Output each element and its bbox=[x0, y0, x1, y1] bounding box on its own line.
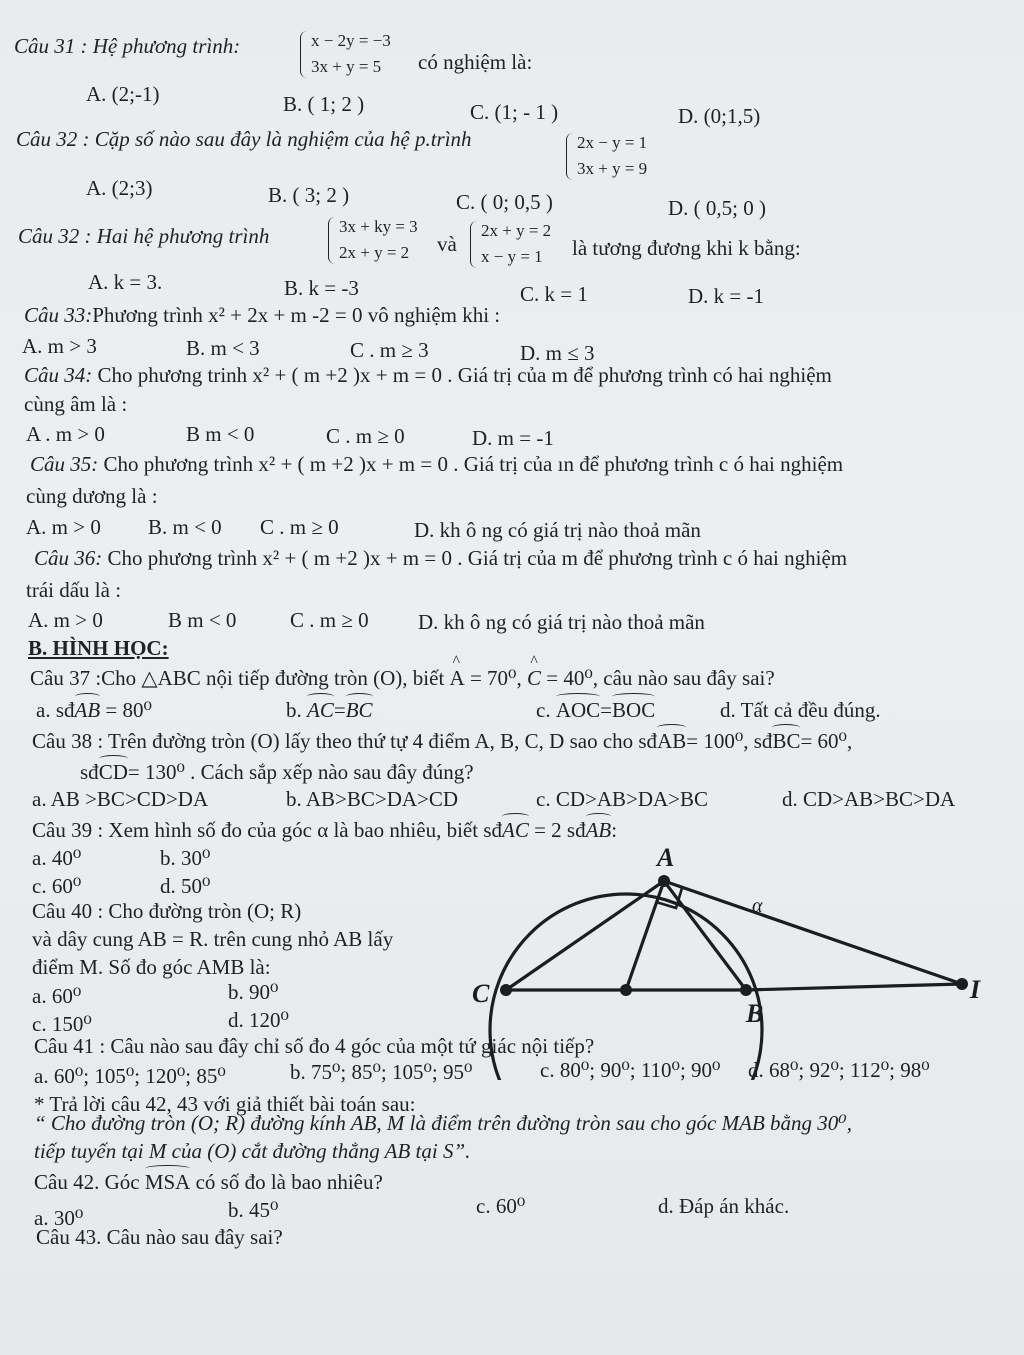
q40-option-c: c. 150⁰ bbox=[32, 1012, 92, 1036]
q37-b-arc2: BC bbox=[345, 698, 373, 722]
q40-option-a: a. 60⁰ bbox=[32, 984, 82, 1008]
q34-text-2: cùng âm là : bbox=[24, 392, 128, 416]
q37-c-eq: = bbox=[600, 698, 613, 722]
q36-option-d: D. kh ô ng có giá trị nào thoả mãn bbox=[418, 610, 705, 634]
q42-option-c: c. 60⁰ bbox=[476, 1194, 526, 1218]
q34-option-d: D. m = -1 bbox=[472, 426, 554, 450]
q41-option-d: d. 68⁰; 92⁰; 112⁰; 98⁰ bbox=[748, 1058, 930, 1082]
q31-tail: có nghiệm là: bbox=[418, 50, 533, 74]
q40-option-b: b. 90⁰ bbox=[228, 980, 279, 1004]
q32b-s2eq2: x − y = 1 bbox=[481, 247, 543, 267]
q34-option-c: C . m ≥ 0 bbox=[326, 424, 405, 448]
q37-tail: , câu nào sau đây sai? bbox=[592, 666, 775, 690]
q36-number: Câu 36: bbox=[34, 546, 103, 570]
q37-a-post: = 80⁰ bbox=[105, 698, 152, 722]
figure-height-line bbox=[626, 881, 664, 990]
q38-arc1: AB bbox=[657, 729, 687, 753]
q32b-option-d: D. k = -1 bbox=[688, 284, 765, 308]
q37-val-a: = 70⁰, bbox=[469, 666, 522, 690]
q37-pre: Câu 37 :Cho △ABC nội tiếp đường tròn (O), biết bbox=[30, 666, 445, 690]
premise-line-1: “ Cho đường tròn (O; R) đường kính AB, M là điểm trên đường tròn sau cho góc MAB bằng 30⁰, bbox=[34, 1111, 852, 1135]
q41-option-c: c. 80⁰; 90⁰; 110⁰; 90⁰ bbox=[540, 1058, 721, 1082]
q40-line-3: điểm M. Số đo góc AMB là: bbox=[32, 955, 271, 979]
q37-c-arc2: BOC bbox=[612, 698, 656, 722]
q32a-option-c: C. ( 0; 0,5 ) bbox=[456, 190, 553, 214]
q37-option-c bbox=[536, 698, 655, 723]
q41-option-b: b. 75⁰; 85⁰; 105⁰; 95⁰ bbox=[290, 1060, 473, 1084]
q32b-and: và bbox=[437, 232, 457, 256]
q40-line-2: và dây cung AB = R. trên cung nhỏ AB lấy bbox=[32, 927, 394, 951]
q31-text: Câu 31 : Hệ phương trình: bbox=[14, 34, 241, 58]
q35-option-b: B. m < 0 bbox=[148, 515, 222, 539]
q37-option-a bbox=[36, 698, 152, 723]
q32a-option-a: A. (2;3) bbox=[86, 176, 153, 200]
q34-option-b: B m < 0 bbox=[186, 422, 255, 446]
q42-line bbox=[34, 1170, 383, 1195]
figure-tangent-ai bbox=[664, 881, 962, 984]
q33-text: Phương trình x² + 2x + m -2 = 0 vô nghiệm khi : bbox=[92, 303, 501, 327]
q43-text: Câu 43. Câu nào sau đây sai? bbox=[36, 1225, 283, 1249]
q37-angle-a: ^ A bbox=[450, 666, 465, 691]
q42-pre: Câu 42. Góc bbox=[34, 1170, 140, 1194]
q42-post: có số đo là bao nhiêu? bbox=[195, 1170, 383, 1194]
q31-option-a: A. (2;-1) bbox=[86, 82, 160, 106]
q36-text-2: trái dấu là : bbox=[26, 578, 122, 602]
q42-option-d: d. Đáp án khác. bbox=[658, 1194, 790, 1218]
q37-val-c: = 40⁰ bbox=[546, 666, 593, 690]
q33-option-a: A. m > 3 bbox=[22, 334, 97, 358]
q39-option-a: a. 40⁰ bbox=[32, 846, 82, 870]
q41-text: Câu 41 : Câu nào sau đây chỉ số đo 4 góc của một tứ giác nội tiếp? bbox=[34, 1034, 595, 1058]
figure-label-a: A bbox=[657, 843, 675, 872]
premise-line-2: tiếp tuyến tại M của (O) cắt đường thẳng AB tại S”. bbox=[34, 1139, 471, 1163]
q38-pre: Câu 38 : Trên đường tròn (O) lấy theo thứ tự 4 điểm A, B, C, D sao cho sđ bbox=[32, 729, 658, 753]
q38-line bbox=[32, 729, 852, 754]
q32a-option-d: D. ( 0,5; 0 ) bbox=[668, 196, 766, 220]
q33-line bbox=[24, 303, 500, 328]
q31-eq1: x − 2y = −3 bbox=[311, 31, 391, 50]
q39-option-c: c. 60⁰ bbox=[32, 874, 82, 898]
q38-v1: = 100⁰, sđ bbox=[686, 729, 773, 753]
q32a-text: Câu 32 : Cặp số nào sau đây là nghiệm của hệ p.trình bbox=[16, 127, 472, 151]
q38-arc3: CD bbox=[98, 760, 128, 784]
figure-secant-bi bbox=[746, 984, 962, 990]
figure-label-b: B bbox=[746, 999, 764, 1028]
q35-text-2: cùng dương là : bbox=[26, 484, 158, 508]
q39-arc1: AC bbox=[502, 818, 529, 842]
q37-option-b bbox=[286, 698, 373, 723]
q39-option-d: d. 50⁰ bbox=[160, 874, 211, 898]
q32a-eq1: 2x − y = 1 bbox=[577, 133, 648, 152]
q33-number: Câu 33: bbox=[24, 303, 93, 327]
q36-line bbox=[34, 546, 847, 571]
q32a-option-b: B. ( 3; 2 ) bbox=[268, 183, 350, 207]
figure-point-c bbox=[500, 984, 512, 996]
q31-option-b: B. ( 1; 2 ) bbox=[283, 92, 365, 116]
q37-b-arc1: AC bbox=[307, 698, 334, 722]
q35-number: Câu 35: bbox=[30, 452, 99, 476]
q34-option-a: A . m > 0 bbox=[26, 422, 105, 446]
q38-line2-pre: sđ bbox=[80, 760, 99, 784]
q38-v3: = 130⁰ . Cách sắp xếp nào sau đây đúng? bbox=[127, 760, 474, 784]
q37-line bbox=[30, 666, 775, 691]
q36-text: Cho phương trình x² + ( m +2 )x + m = 0 . Giá trị của m để phương trình c ó hai nghiệm bbox=[107, 546, 848, 570]
q37-angle-c: ^ C bbox=[527, 666, 541, 691]
section-b-heading: B. HÌNH HỌC: bbox=[28, 636, 169, 660]
q37-c-pre: c. bbox=[536, 698, 551, 722]
q32b-s2eq1: 2x + y = 2 bbox=[481, 221, 552, 240]
q35-option-c: C . m ≥ 0 bbox=[260, 515, 339, 539]
q37-c-arc1: AOC bbox=[555, 698, 601, 722]
figure-chord-ab bbox=[664, 881, 746, 990]
q35-option-d: D. kh ô ng có giá trị nào thoả mãn bbox=[414, 518, 701, 542]
q35-text: Cho phương trình x² + ( m +2 )x + m = 0 . Giá trị của ın để phương trình c ó hai nghiệm bbox=[103, 452, 844, 476]
q32b-text: Câu 32 : Hai hệ phương trình bbox=[18, 224, 270, 248]
q34-number: Câu 34: bbox=[24, 363, 93, 387]
q32b-system-2 bbox=[470, 218, 551, 271]
q32b-system-1 bbox=[328, 214, 418, 267]
figure-label-alpha: α bbox=[752, 895, 763, 917]
q33-option-b: B. m < 3 bbox=[186, 336, 260, 360]
q37-b-pre: b. bbox=[286, 698, 302, 722]
q36-option-a: A. m > 0 bbox=[28, 608, 103, 632]
q42-arc: MSA bbox=[144, 1170, 191, 1194]
q32b-tail: là tương đương khi k bằng: bbox=[572, 236, 801, 260]
figure-point-foot bbox=[620, 984, 632, 996]
q31-system bbox=[300, 28, 391, 81]
q35-line bbox=[30, 452, 843, 477]
figure-label-c: C bbox=[472, 979, 490, 1008]
q31-option-c: C. (1; - 1 ) bbox=[470, 100, 559, 124]
q39-post: : bbox=[611, 818, 618, 842]
figure-point-b bbox=[740, 984, 752, 996]
q40-option-d: d. 120⁰ bbox=[228, 1008, 289, 1032]
q32b-option-a: A. k = 3. bbox=[88, 270, 163, 294]
q39-pre: Câu 39 : Xem hình số đo của góc α là bao nhiêu, biết sđ bbox=[32, 818, 502, 842]
figure-label-i: I bbox=[970, 975, 981, 1004]
q37-b-eq: = bbox=[333, 698, 346, 722]
q40-line-1: Câu 40 : Cho đường tròn (O; R) bbox=[32, 899, 302, 923]
q31-option-d: D. (0;1,5) bbox=[678, 104, 761, 128]
q34-line bbox=[24, 363, 832, 388]
figure-point-i bbox=[956, 978, 968, 990]
q32a-eq2: 3x + y = 9 bbox=[577, 159, 648, 179]
q32b-s1eq1: 3x + ky = 3 bbox=[339, 217, 418, 236]
q38-line-2 bbox=[80, 760, 474, 785]
note-line: * Trả lời câu 42, 43 với giả thiết bài toán sau: bbox=[34, 1092, 416, 1116]
q39-arc2: AB bbox=[585, 818, 612, 842]
q36-option-b: B m < 0 bbox=[168, 608, 237, 632]
q38-v2: = 60⁰, bbox=[800, 729, 853, 753]
q32a-system bbox=[566, 130, 647, 183]
q39-mid: = 2 sđ bbox=[534, 818, 586, 842]
q33-option-d: D. m ≤ 3 bbox=[520, 341, 595, 365]
q31-eq2: 3x + y = 5 bbox=[311, 57, 382, 77]
q32b-option-b: B. k = -3 bbox=[284, 276, 359, 300]
figure-point-a bbox=[658, 875, 670, 887]
q36-option-c: C . m ≥ 0 bbox=[290, 608, 369, 632]
q41-option-a: a. 60⁰; 105⁰; 120⁰; 85⁰ bbox=[34, 1064, 226, 1088]
q42-option-a: a. 30⁰ bbox=[34, 1206, 84, 1230]
q35-option-a: A. m > 0 bbox=[26, 515, 101, 539]
q37-a-arc: AB bbox=[74, 698, 101, 722]
q37-option-d: d. Tất cả đều đúng. bbox=[720, 698, 881, 722]
q38-arc2: BC bbox=[772, 729, 801, 753]
q34-text: Cho phương trinh x² + ( m +2 )x + m = 0 . Giá trị của m để phương trình có hai nghiệm bbox=[97, 363, 832, 387]
q38-option-d: d. CD>AB>BC>DA bbox=[782, 787, 956, 811]
q38-option-b: b. AB>BC>DA>CD bbox=[286, 787, 459, 811]
q42-option-b: b. 45⁰ bbox=[228, 1198, 279, 1222]
q39-option-b: b. 30⁰ bbox=[160, 846, 211, 870]
q32b-option-c: C. k = 1 bbox=[520, 282, 588, 306]
q38-option-c: c. CD>AB>DA>BC bbox=[536, 787, 709, 811]
q38-option-a: a. AB >BC>CD>DA bbox=[32, 787, 209, 811]
q32b-s1eq2: 2x + y = 2 bbox=[339, 243, 410, 263]
q33-option-c: C . m ≥ 3 bbox=[350, 338, 429, 362]
q37-a-pre: a. sđ bbox=[36, 698, 75, 722]
